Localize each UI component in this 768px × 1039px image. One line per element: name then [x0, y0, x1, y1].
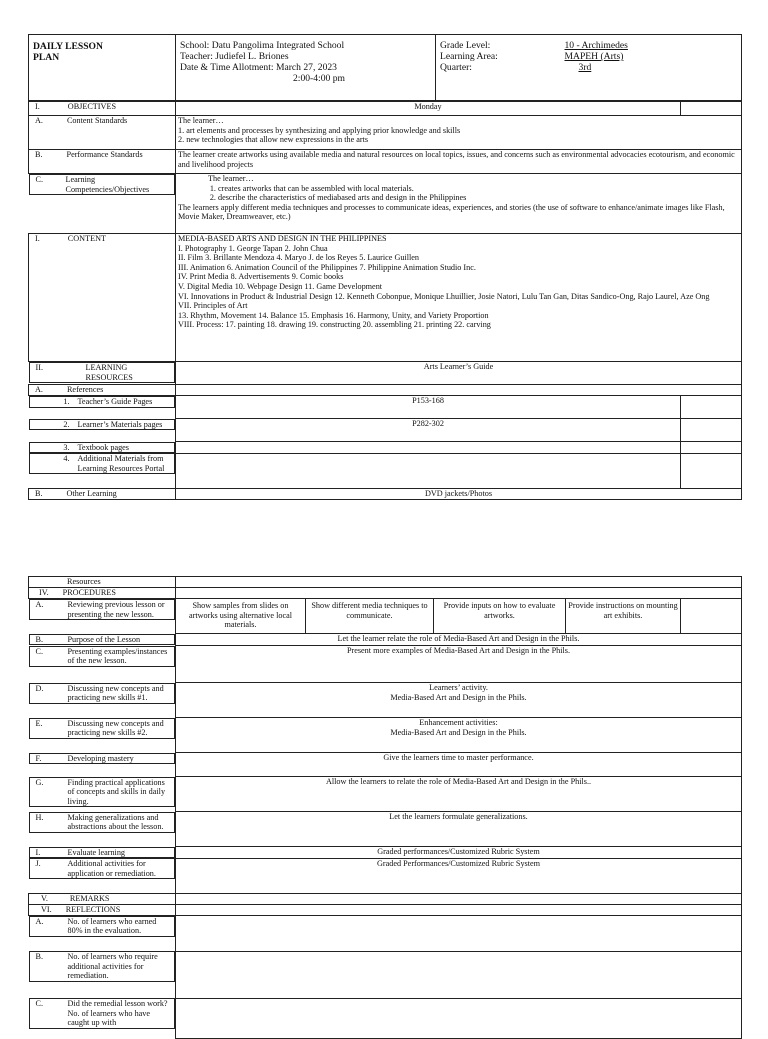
section-heading: LEARNING RESOURCES — [85, 363, 133, 382]
grade-level-value: 10 - Archimedes — [564, 40, 628, 51]
competencies-list — [178, 184, 739, 203]
references-row: A. References — [29, 385, 742, 396]
reflections-row: VI. REFLECTIONS — [29, 904, 742, 915]
teacher-name: Teacher: Judiefel L. Briones — [180, 51, 289, 62]
procedures-row: IV. PROCEDURES — [29, 588, 742, 599]
table-row: A. No. of learners who earned 80% in the evaluation. — [29, 915, 742, 951]
time-range: 2:00-4:00 pm — [293, 73, 345, 84]
objectives-row: I. OBJECTIVES Monday — [29, 102, 742, 116]
table-row: C. Did the remedial lesson work? No. of learners who have caught up with — [29, 998, 742, 1038]
table-row: C. Presenting examples/instances of the new lesson. Present more examples of Media-Based Art and Design in the Phils. — [29, 646, 742, 683]
remarks-row: V. REMARKS — [29, 893, 742, 904]
learners-materials-row: 2. Learner’s Materials pages P282-302 — [29, 419, 742, 442]
content-standards-row: A. Content Standards The learner… 1. art elements and processes by synthesizing and applying prior knowledge and skills 2. new technologies that allow new expressions in the arts — [29, 116, 742, 150]
content-row: I. CONTENT MEDIA-BASED ARTS AND DESIGN IN THE PHILIPPINES I. Photography 1. George Tapan 2. John Chua II. Film 3. Brillante Mendoza 4. Maryo J. de los Reyes 5. Laurice Guillen III. Animation 6. Animation Council of the Philippines 7. Philippine Animation Studio Inc. IV. Print Media 8. Advertisements 9. Comic books V. Digital Media 10. Webpage Design 11. Game Development VI. Innovations in Product & Industrial Design 12. Kenneth Cobonpue, Monique Lhuillier, Josie Natori, Lulu Tan Gan, Ditas Sandico-Ong, Rajo Laurel, Aze Ong VII. Principles of Art 13. Rhythm, Movement 14. Balance 15. Emphasis 16. Harmony, Unity, and Variety Proportion VIII. Process: 17. painting 18. drawing 19. constructing 20. assembling 21. printing 22. carving — [29, 234, 742, 362]
quarter-value: 3rd — [578, 62, 592, 73]
table-row: H. Making generalizations and abstractions about the lesson. Let the learners formulate generalizations. — [29, 812, 742, 847]
section-heading: CONTENT — [67, 234, 106, 243]
performance-standards-row: B. Performance Standards The learner create artworks using available media and natural resources on local topics, issues, and concerns such as environmental advocacies ecotourism, and economic and livelihood projects — [29, 150, 742, 174]
section-heading: PROCEDURES — [62, 588, 116, 597]
table-row: D. Discussing new concepts and practicing new skills #1. Learners’ activity. Media-Based Art and Design in the Phils. — [29, 683, 742, 718]
day-label: Monday — [176, 102, 681, 116]
table-row: E. Discussing new concepts and practicing new skills #2. Enhancement activities: Media-Based Art and Design in the Phils. — [29, 718, 742, 753]
resources-continued-row: Resources — [29, 577, 742, 588]
lesson-plan-table-page1 — [28, 101, 742, 500]
table-row: J. Additional activities for application or remediation. Graded Performances/Customized Rubric System — [29, 858, 742, 893]
class-values — [561, 35, 742, 101]
document-title: DAILY LESSON PLAN — [29, 35, 176, 101]
lesson-plan-header — [28, 34, 742, 101]
section-heading: OBJECTIVES — [67, 102, 116, 111]
teachers-guide-row: 1. Teacher’s Guide Pages P153-168 — [29, 396, 742, 419]
other-resources-row: B. Other Learning DVD jackets/Photos — [29, 488, 742, 499]
lesson-plan-table-page2 — [28, 576, 742, 1039]
table-row: A. Reviewing previous lesson or presenting the new lesson. Show samples from slides on artworks using alternative local materials. Show different media techniques to communicate. Provide inputs on how to evaluate artworks. Provide instructions on mounting art exhibits. — [29, 599, 742, 634]
class-labels: Grade Level: Learning Area: Quarter: — [436, 35, 561, 101]
table-row: F. Developing mastery Give the learners time to master performance. — [29, 753, 742, 777]
school-name: School: Datu Pangolima Integrated School — [180, 40, 345, 51]
additional-materials-row: 4. Additional Materials from Learning Resources Portal — [29, 453, 742, 488]
section-heading: REFLECTIONS — [65, 904, 121, 914]
learning-area-value: MAPEH (Arts) — [564, 51, 624, 62]
list-item: 1. creates artworks that can be assembled with local materials. — [218, 184, 739, 194]
school-info — [176, 35, 436, 101]
table-row: I. Evaluate learning Graded performances/Customized Rubric System — [29, 847, 742, 859]
learning-resources-row: II. LEARNING RESOURCES Arts Learner’s Guide — [29, 362, 742, 385]
content-topics: MEDIA-BASED ARTS AND DESIGN IN THE PHILIPPINES I. Photography 1. George Tapan 2. John Chua II. Film 3. Brillante Mendoza 4. Maryo J. de los Reyes 5. Laurice Guillen III. Animation 6. Animation Council of the Philippines 7. Philippine Animation Studio Inc. IV. Print Media 8. Advertisements 9. Comic books V. Digital Media 10. Webpage Design 11. Game Development VI. Innovations in Product & Industrial Design 12. Kenneth Cobonpue, Monique Lhuillier, Josie Natori, Lulu Tan Gan, Ditas Sandico-Ong, Rajo Laurel, Aze Ong VII. Principles of Art 13. Rhythm, Movement 14. Balance 15. Emphasis 16. Harmony, Unity, and Variety Proportion VIII. Process: 17. painting 18. drawing 19. constructing 20. assembling 21. printing 22. carving — [176, 234, 742, 362]
competencies-row: C. Learning Competencies/Objectives The learner… 1. creates artworks that can be assembled with local materials. 2. describe the characteristics of mediabased arts and design in the Philippines The learners apply different media techniques and processes to communicate ideas, experiences, and stories (the use of software to enhance/animate images like Flash, Movie Maker, Dreamweaver, etc.) — [29, 174, 742, 234]
table-row: B. Purpose of the Lesson Let the learner relate the role of Media-Based Art and Design in the Phils. — [29, 634, 742, 646]
list-item: 2. describe the characteristics of mediabased arts and design in the Philippines — [218, 193, 739, 203]
section-heading: REMARKS — [69, 893, 110, 903]
table-row: G. Finding practical applications of concepts and skills in daily living. Allow the learners to relate the role of Media-Based Art and Design in the Phils.. — [29, 777, 742, 812]
date-time: Date & Time Allotment: March 27, 2023 — [180, 62, 337, 73]
textbook-row: 3. Textbook pages — [29, 442, 742, 454]
table-row: B. No. of learners who require additional activities for remediation. — [29, 951, 742, 998]
